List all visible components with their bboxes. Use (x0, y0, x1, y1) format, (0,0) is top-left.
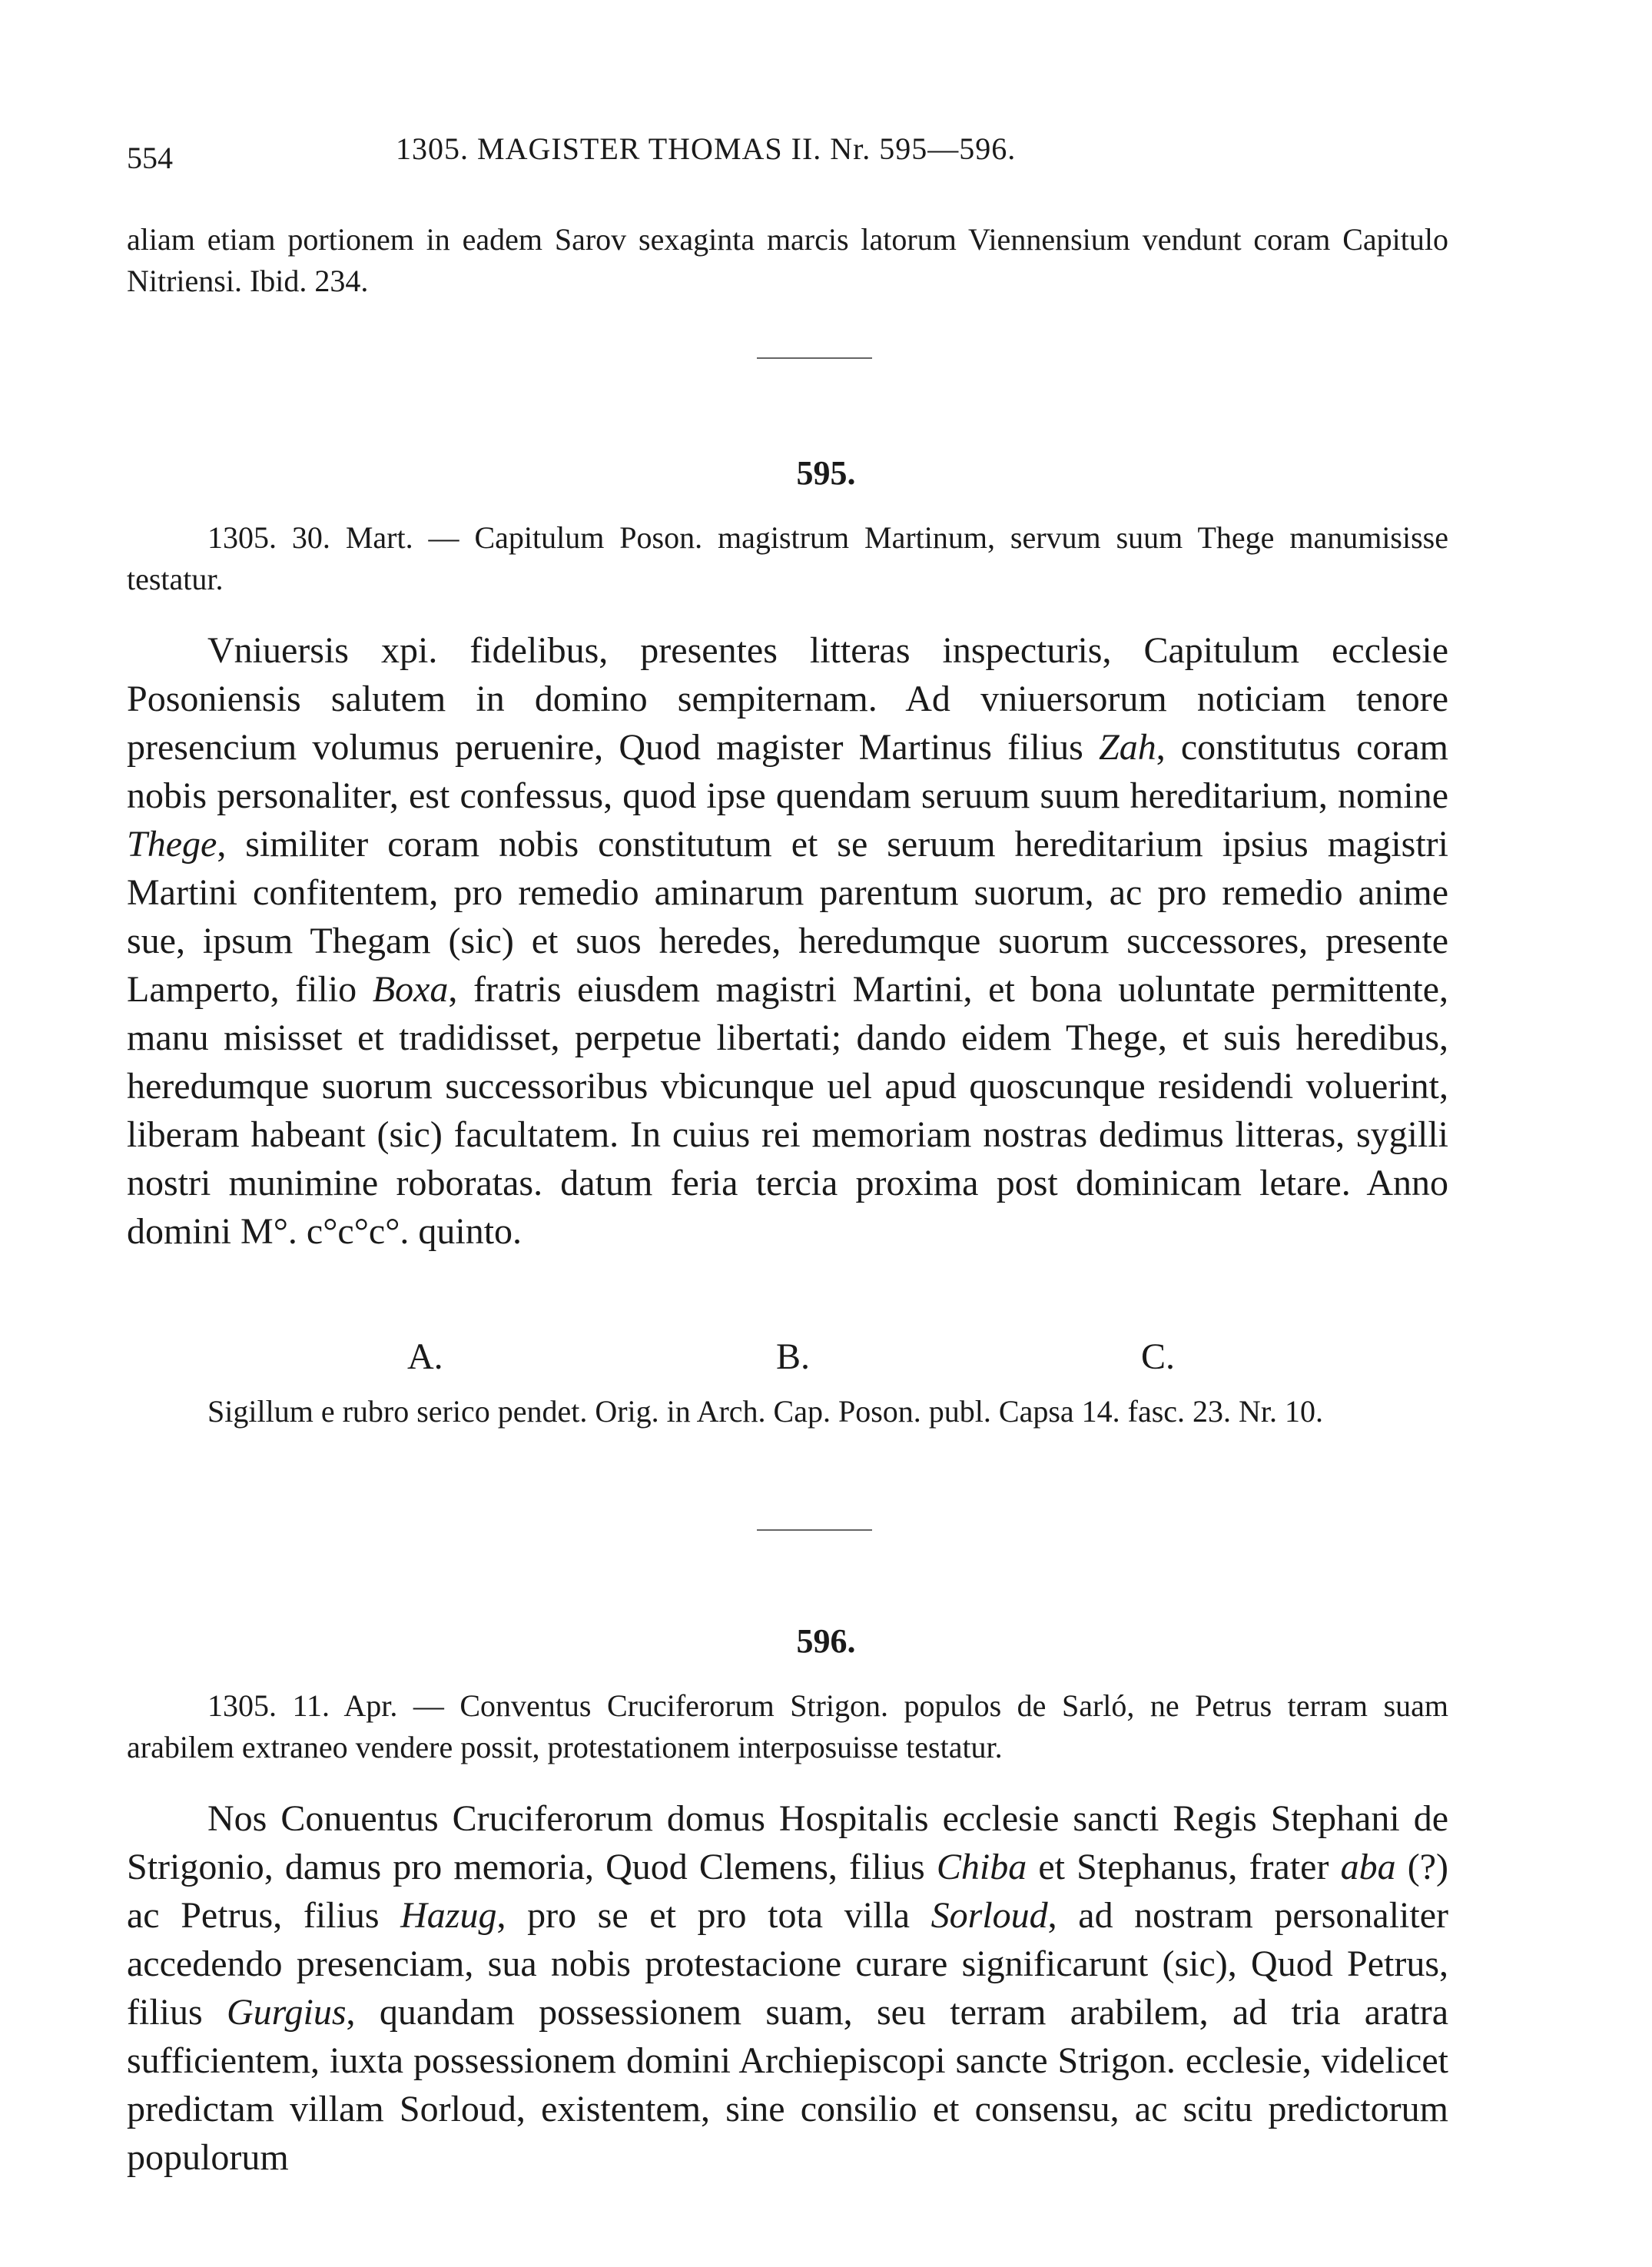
name-thege: Thege (127, 824, 217, 865)
charter-text-596: Nos Conuentus Cruciferorum domus Hospitalis ecclesie sancti Regis Stephani de Strigonio, damus pro memoria, Quod Clemens, filius Chiba et Stephanus, frater aba (?) ac Petrus, filius Hazug, pro se et pro tota villa Sorloud, ad nostram personaliter accedendo presenciam, sua nobis protestacione curare significarunt (sic), Quod Petrus, filius Gurgius, quandam possessionem suam, seu terram arabilem, ad tria aratra sufficientem, iuxta possessionem domini Archiepiscopi sancte Strigon. ecclesie, videlicet predictam villam Sorloud, existentem, sine consilio et consensu, ac scitu predictorum populorum (127, 1798, 1449, 2178)
name-chiba: Chiba (936, 1847, 1027, 1887)
name-hazug: Hazug (400, 1895, 497, 1936)
document-number-596: 596. (796, 1622, 856, 1660)
seal-b: B. (776, 1336, 811, 1377)
name-sorloud: Sorloud (930, 1895, 1048, 1936)
seal-a: A. (407, 1336, 443, 1377)
section-divider (757, 1529, 872, 1531)
regest-595: 1305. 30. Mart. — Capitulum Poson. magistrum Martinum, servum suum Thege manumisisse testatur. (127, 520, 1448, 596)
page-number: 554 (127, 141, 173, 175)
running-head (127, 131, 1514, 175)
archive-note-595: Sigillum e rubro serico pendet. Orig. in Arch. Cap. Poson. publ. Capsa 14. fasc. 23. Nr. 10. (207, 1394, 1324, 1429)
running-title: 1305. MAGISTER THOMAS II. Nr. 595—596. (396, 131, 1017, 166)
regest-596: 1305. 11. Apr. — Conventus Cruciferorum Strigon. populos de Sarló, ne Petrus terram suam arabilem extraneo vendere possit, protestationem interposuisse testatur. (127, 1688, 1448, 1764)
name-aba: aba (1340, 1847, 1396, 1887)
document-number-595: 595. (796, 454, 856, 492)
charter-text-595: Vniuersis xpi. fidelibus, presentes litteras inspecturis, Capitulum ecclesie Posoniensis salutem in domino sempiternam. Ad vniuersorum noticiam tenore presencium volumus peruenire, Quod magister Martinus filius Zah, constitutus coram nobis personaliter, est confessus, quod ipse quendam seruum suum hereditarium, nomine Thege, similiter coram nobis constitutum et se seruum hereditarium ipsius magistri Martini confitentem, pro remedio aminarum parentum suorum, ac pro remedio anime sue, ipsum Thegam (sic) et suos heredes, heredumque suorum successores, presente Lamperto, filio Boxa, fratris eiusdem magistri Martini, et bona uoluntate permittente, manu misisset et tradidisset, perpetue libertati; dando eidem Thege, et suis heredibus, heredumque suorum successoribus vbicunque uel apud quoscunque residendi voluerint, liberam habeant (sic) facultatem. In cuius rei memoriam nostras dedimus litteras, sygilli nostri munimine roboratas. datum feria tercia proxima post dominicam letare. Anno domini M°. c°c°c°. quinto. (127, 630, 1449, 1252)
name-gurgius: Gurgius (226, 1992, 347, 2033)
previous-entry-continuation: aliam etiam portionem in eadem Sarov sexaginta marcis latorum Viennensium vendunt coram Capitulo Nitriensi. Ibid. 234. (127, 222, 1448, 298)
section-divider (757, 357, 872, 359)
seal-c: C. (1141, 1336, 1176, 1377)
name-boxa: Boxa (372, 969, 449, 1010)
name-zah: Zah (1099, 727, 1156, 768)
